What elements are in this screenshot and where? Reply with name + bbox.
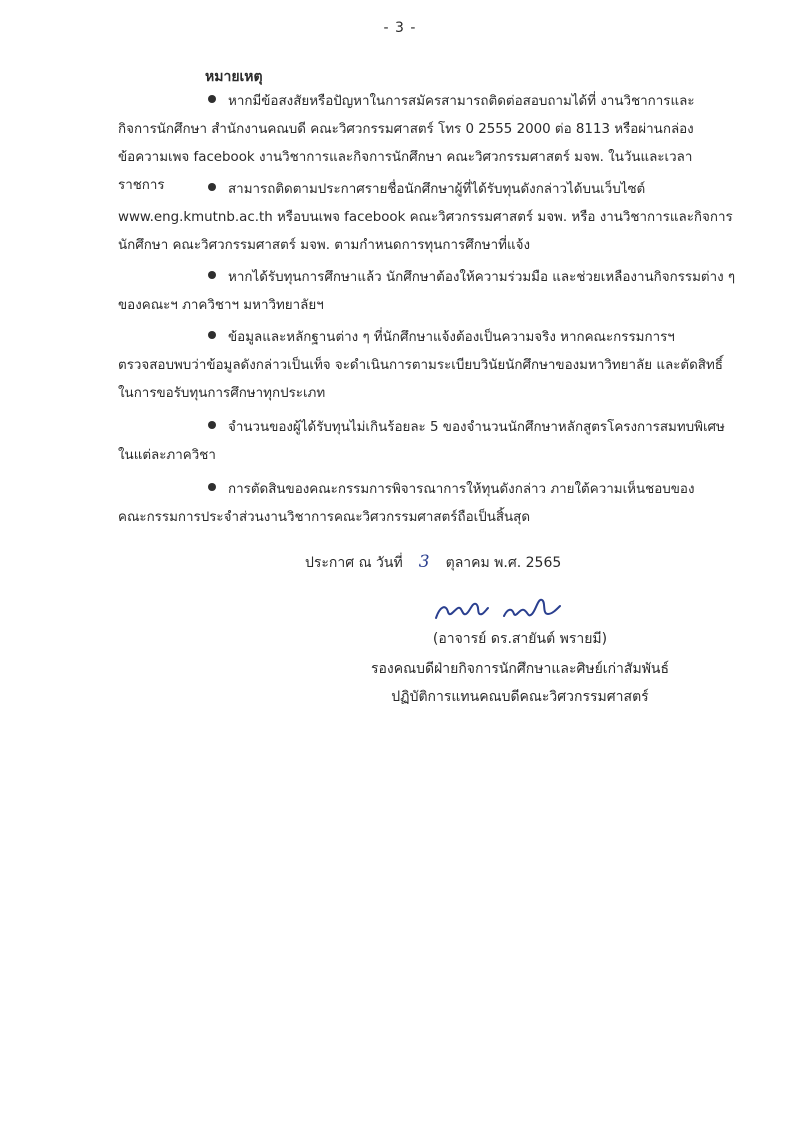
note-continuation: ตรวจสอบพบว่าข้อมูลดังกล่าวเป็นเท็จ จะดำเนินการตามระเบียบวินัยนักศึกษาของมหาวิทยาลัย และตัดสิทธิ์ในการขอรับทุนการศึกษาทุกประเภท	[118, 358, 723, 401]
signatory-acting-position: ปฏิบัติการแทนคณบดีคณะวิศวกรรมศาสตร์	[391, 689, 649, 705]
note-continuation: ในแต่ละภาควิชา	[118, 448, 216, 463]
note-first-line: หากมีข้อสงสัยหรือปัญหาในการสมัครสามารถติดต่อสอบถามได้ที่ งานวิชาการและ	[228, 94, 695, 109]
handwritten-signature	[432, 592, 572, 628]
announcement-date	[305, 552, 561, 574]
note-first-line: สามารถติดตามประกาศรายชื่อนักศึกษาผู้ที่ได้รับทุนดังกล่าวได้บนเว็บไซต์	[228, 182, 646, 197]
announcement-month-year: ตุลาคม พ.ศ. 2565	[445, 555, 562, 571]
note-first-line: หากได้รับทุนการศึกษาแล้ว นักศึกษาต้องให้ความร่วมมือ และช่วยเหลืองานกิจกรรมต่าง ๆ	[228, 270, 736, 285]
note-item	[118, 476, 738, 532]
note-item	[118, 176, 738, 260]
note-item	[118, 414, 738, 470]
bullet-icon	[208, 271, 216, 279]
page-number: - 3 -	[383, 20, 417, 36]
bullet-icon	[208, 421, 216, 429]
note-continuation: www.eng.kmutnb.ac.th หรือบนเพจ facebook คณะวิศวกรรมศาสตร์ มจพ. หรือ งานวิชาการและกิจการนักศึกษา คณะวิศวกรรมศาสตร์ มจพ. ตามกำหนดการทุนการศึกษาที่แจ้ง	[118, 210, 733, 253]
bullet-icon	[208, 483, 216, 491]
note-first-line: จำนวนของผู้ได้รับทุนไม่เกินร้อยละ 5 ของจำนวนนักศึกษาหลักสูตรโครงการสมทบพิเศษ	[228, 420, 725, 435]
announcement-day: 3	[418, 552, 430, 572]
announcement-prefix: ประกาศ ณ วันที่	[305, 555, 403, 571]
note-continuation: คณะกรรมการประจำส่วนงานวิชาการคณะวิศวกรรมศาสตร์ถือเป็นสิ้นสุด	[118, 510, 531, 525]
note-continuation: กิจการนักศึกษา สำนักงานคณบดี คณะวิศวกรรมศาสตร์ โทร 0 2555 2000 ต่อ 8113 หรือผ่านกล่องข้อความเพจ facebook งานวิชาการและกิจการนักศึกษา คณะวิศวกรรมศาสตร์ มจพ. ในวันและเวลาราชการ	[118, 122, 694, 193]
note-continuation: ของคณะฯ ภาควิชาฯ มหาวิทยาลัยฯ	[118, 298, 324, 313]
bullet-icon	[208, 183, 216, 191]
bullet-icon	[208, 331, 216, 339]
note-item	[118, 264, 738, 320]
notes-heading: หมายเหตุ	[205, 69, 263, 85]
note-item	[118, 324, 738, 408]
bullet-icon	[208, 95, 216, 103]
note-first-line: ข้อมูลและหลักฐานต่าง ๆ ที่นักศึกษาแจ้งต้องเป็นความจริง หากคณะกรรมการฯ	[228, 330, 675, 345]
signatory-name: (อาจารย์ ดร.สายันต์ พรายมี)	[432, 631, 608, 647]
signatory-position: รองคณบดีฝ่ายกิจการนักศึกษาและศิษย์เก่าสัมพันธ์	[370, 661, 670, 677]
note-first-line: การตัดสินของคณะกรรมการพิจารณาการให้ทุนดังกล่าว ภายใต้ความเห็นชอบของ	[228, 482, 695, 497]
